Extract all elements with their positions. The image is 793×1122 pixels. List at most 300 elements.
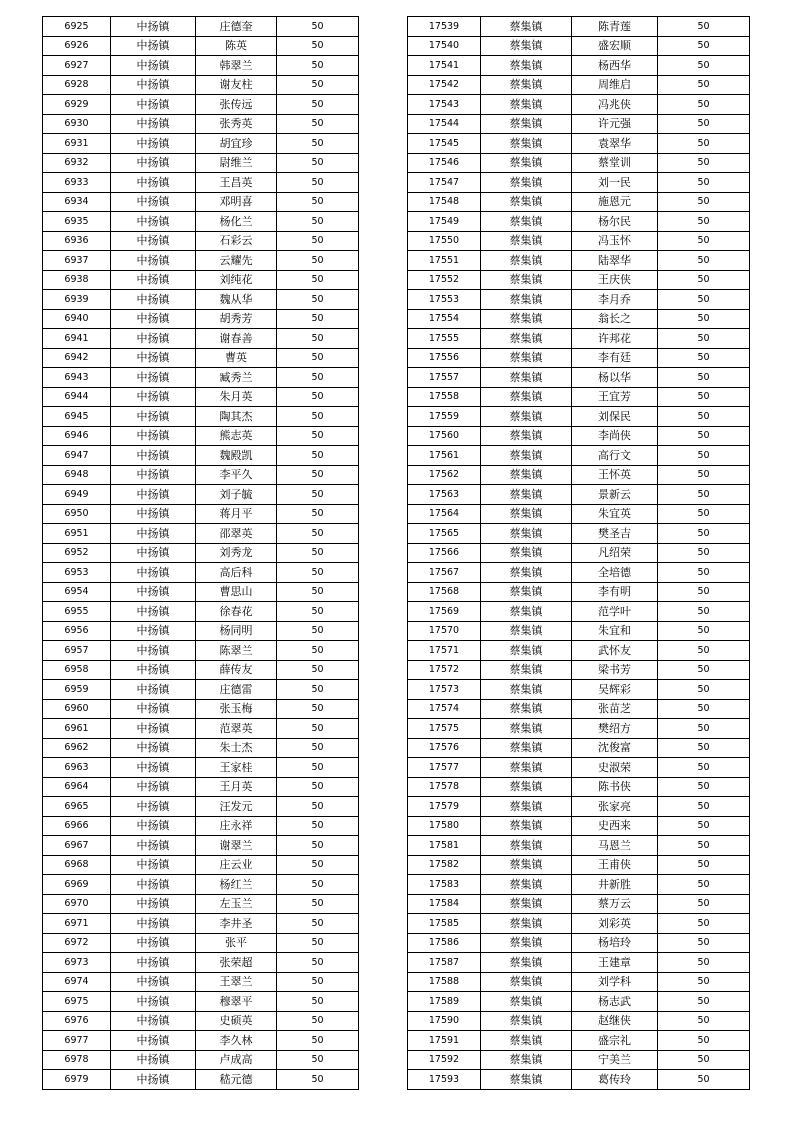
name-cell: 翁长之: [572, 309, 658, 329]
table-row: [43, 660, 359, 680]
name-cell: 李有廷: [572, 348, 658, 368]
amount-cell: 50: [658, 738, 750, 758]
town-cell: 中扬镇: [111, 524, 196, 544]
right-table-body: [408, 17, 750, 1090]
town-cell: 中扬镇: [111, 699, 196, 719]
left-table: [42, 16, 359, 1090]
amount-cell: 50: [658, 972, 750, 992]
name-cell: 陈翠兰: [196, 641, 277, 661]
amount-cell: 50: [658, 1011, 750, 1031]
table-row: [43, 504, 359, 524]
town-cell: 蔡集镇: [481, 329, 572, 349]
amount-cell: 50: [277, 329, 359, 349]
row-number-cell: 6935: [43, 212, 111, 232]
town-cell: 中扬镇: [111, 836, 196, 856]
town-cell: 中扬镇: [111, 251, 196, 271]
town-cell: 中扬镇: [111, 582, 196, 602]
row-number-cell: 17567: [408, 563, 481, 583]
row-number-cell: 17551: [408, 251, 481, 271]
name-cell: 袁翠华: [572, 134, 658, 154]
table-row: [408, 95, 750, 115]
amount-cell: 50: [277, 758, 359, 778]
name-cell: 刘一民: [572, 173, 658, 193]
town-cell: 中扬镇: [111, 426, 196, 446]
amount-cell: 50: [277, 17, 359, 37]
name-cell: 陆翠华: [572, 251, 658, 271]
row-number-cell: 6929: [43, 95, 111, 115]
table-row: [43, 972, 359, 992]
name-cell: 薛传友: [196, 660, 277, 680]
town-cell: 中扬镇: [111, 95, 196, 115]
name-cell: 李平久: [196, 465, 277, 485]
name-cell: 宁美兰: [572, 1050, 658, 1070]
table-row: [43, 933, 359, 953]
table-row: [43, 348, 359, 368]
name-cell: 冯玉怀: [572, 231, 658, 251]
table-row: [43, 524, 359, 544]
name-cell: 周维启: [572, 75, 658, 95]
name-cell: 魏从华: [196, 290, 277, 310]
amount-cell: 50: [277, 485, 359, 505]
town-cell: 中扬镇: [111, 407, 196, 427]
town-cell: 蔡集镇: [481, 387, 572, 407]
row-number-cell: 6962: [43, 738, 111, 758]
name-cell: 杨培玲: [572, 933, 658, 953]
town-cell: 蔡集镇: [481, 17, 572, 37]
table-row: [43, 290, 359, 310]
amount-cell: 50: [277, 465, 359, 485]
row-number-cell: 17571: [408, 641, 481, 661]
amount-cell: 50: [277, 270, 359, 290]
amount-cell: 50: [658, 212, 750, 232]
amount-cell: 50: [277, 387, 359, 407]
amount-cell: 50: [277, 953, 359, 973]
town-cell: 蔡集镇: [481, 212, 572, 232]
table-row: [43, 855, 359, 875]
amount-cell: 50: [658, 17, 750, 37]
amount-cell: 50: [658, 524, 750, 544]
row-number-cell: 6957: [43, 641, 111, 661]
amount-cell: 50: [277, 836, 359, 856]
table-row: [408, 933, 750, 953]
row-number-cell: 17584: [408, 894, 481, 914]
town-cell: 蔡集镇: [481, 836, 572, 856]
table-row: [43, 485, 359, 505]
amount-cell: 50: [658, 660, 750, 680]
table-row: [408, 894, 750, 914]
town-cell: 中扬镇: [111, 1031, 196, 1051]
amount-cell: 50: [658, 582, 750, 602]
table-row: [43, 465, 359, 485]
row-number-cell: 6932: [43, 153, 111, 173]
town-cell: 中扬镇: [111, 972, 196, 992]
name-cell: 汪发元: [196, 797, 277, 817]
row-number-cell: 17561: [408, 446, 481, 466]
amount-cell: 50: [658, 680, 750, 700]
town-cell: 中扬镇: [111, 816, 196, 836]
town-cell: 蔡集镇: [481, 582, 572, 602]
table-row: [43, 309, 359, 329]
name-cell: 高行文: [572, 446, 658, 466]
amount-cell: 50: [658, 251, 750, 271]
table-row: [408, 777, 750, 797]
amount-cell: 50: [658, 36, 750, 56]
table-row: [408, 602, 750, 622]
table-row: [43, 797, 359, 817]
town-cell: 蔡集镇: [481, 192, 572, 212]
row-number-cell: 17562: [408, 465, 481, 485]
amount-cell: 50: [658, 56, 750, 76]
name-cell: 刘保民: [572, 407, 658, 427]
row-number-cell: 6933: [43, 173, 111, 193]
name-cell: 刘子毓: [196, 485, 277, 505]
name-cell: 胡宜珍: [196, 134, 277, 154]
amount-cell: 50: [277, 212, 359, 232]
table-row: [408, 387, 750, 407]
row-number-cell: 17563: [408, 485, 481, 505]
name-cell: 史淑荣: [572, 758, 658, 778]
amount-cell: 50: [658, 875, 750, 895]
name-cell: 葛传玲: [572, 1070, 658, 1090]
row-number-cell: 17555: [408, 329, 481, 349]
amount-cell: 50: [658, 309, 750, 329]
amount-cell: 50: [277, 309, 359, 329]
amount-cell: 50: [277, 543, 359, 563]
amount-cell: 50: [658, 797, 750, 817]
town-cell: 蔡集镇: [481, 855, 572, 875]
table-row: [408, 972, 750, 992]
row-number-cell: 17546: [408, 153, 481, 173]
amount-cell: 50: [658, 758, 750, 778]
town-cell: 中扬镇: [111, 114, 196, 134]
name-cell: 左玉兰: [196, 894, 277, 914]
name-cell: 魏殿凯: [196, 446, 277, 466]
name-cell: 陈青莲: [572, 17, 658, 37]
row-number-cell: 6946: [43, 426, 111, 446]
row-number-cell: 6950: [43, 504, 111, 524]
town-cell: 蔡集镇: [481, 173, 572, 193]
name-cell: 石彩云: [196, 231, 277, 251]
name-cell: 景新云: [572, 485, 658, 505]
table-row: [408, 953, 750, 973]
row-number-cell: 17550: [408, 231, 481, 251]
town-cell: 蔡集镇: [481, 816, 572, 836]
town-cell: 蔡集镇: [481, 348, 572, 368]
town-cell: 蔡集镇: [481, 621, 572, 641]
town-cell: 中扬镇: [111, 153, 196, 173]
town-cell: 蔡集镇: [481, 914, 572, 934]
table-row: [43, 680, 359, 700]
table-row: [43, 914, 359, 934]
amount-cell: 50: [277, 56, 359, 76]
row-number-cell: 6979: [43, 1070, 111, 1090]
table-row: [43, 816, 359, 836]
amount-cell: 50: [658, 504, 750, 524]
row-number-cell: 17583: [408, 875, 481, 895]
table-row: [43, 602, 359, 622]
amount-cell: 50: [277, 933, 359, 953]
row-number-cell: 17565: [408, 524, 481, 544]
town-cell: 蔡集镇: [481, 641, 572, 661]
row-number-cell: 6936: [43, 231, 111, 251]
table-row: [43, 426, 359, 446]
row-number-cell: 17542: [408, 75, 481, 95]
town-cell: 蔡集镇: [481, 602, 572, 622]
town-cell: 蔡集镇: [481, 485, 572, 505]
name-cell: 王庆侠: [572, 270, 658, 290]
amount-cell: 50: [658, 777, 750, 797]
town-cell: 中扬镇: [111, 485, 196, 505]
amount-cell: 50: [277, 36, 359, 56]
table-row: [408, 621, 750, 641]
row-number-cell: 6956: [43, 621, 111, 641]
amount-cell: 50: [277, 738, 359, 758]
row-number-cell: 17566: [408, 543, 481, 563]
table-row: [43, 192, 359, 212]
row-number-cell: 17591: [408, 1031, 481, 1051]
amount-cell: 50: [277, 660, 359, 680]
row-number-cell: 17590: [408, 1011, 481, 1031]
town-cell: 中扬镇: [111, 465, 196, 485]
row-number-cell: 6953: [43, 563, 111, 583]
table-row: [43, 875, 359, 895]
town-cell: 中扬镇: [111, 855, 196, 875]
table-row: [408, 446, 750, 466]
town-cell: 中扬镇: [111, 270, 196, 290]
table-row: [43, 212, 359, 232]
row-number-cell: 6945: [43, 407, 111, 427]
name-cell: 陈书侠: [572, 777, 658, 797]
amount-cell: 50: [277, 134, 359, 154]
amount-cell: 50: [277, 641, 359, 661]
row-number-cell: 17557: [408, 368, 481, 388]
name-cell: 庄云业: [196, 855, 277, 875]
town-cell: 蔡集镇: [481, 524, 572, 544]
amount-cell: 50: [658, 348, 750, 368]
name-cell: 史硕英: [196, 1011, 277, 1031]
amount-cell: 50: [277, 797, 359, 817]
town-cell: 中扬镇: [111, 992, 196, 1012]
row-number-cell: 6941: [43, 329, 111, 349]
row-number-cell: 17541: [408, 56, 481, 76]
town-cell: 中扬镇: [111, 933, 196, 953]
table-row: [408, 641, 750, 661]
table-row: [43, 563, 359, 583]
row-number-cell: 17554: [408, 309, 481, 329]
name-cell: 李月乔: [572, 290, 658, 310]
town-cell: 蔡集镇: [481, 699, 572, 719]
name-cell: 穆翠平: [196, 992, 277, 1012]
table-row: [408, 719, 750, 739]
table-row: [408, 270, 750, 290]
row-number-cell: 6955: [43, 602, 111, 622]
table-row: [408, 797, 750, 817]
row-number-cell: 17587: [408, 953, 481, 973]
town-cell: 蔡集镇: [481, 1070, 572, 1090]
amount-cell: 50: [277, 368, 359, 388]
amount-cell: 50: [658, 1031, 750, 1051]
name-cell: 卢成高: [196, 1050, 277, 1070]
row-number-cell: 17588: [408, 972, 481, 992]
row-number-cell: 17593: [408, 1070, 481, 1090]
amount-cell: 50: [277, 231, 359, 251]
row-number-cell: 17556: [408, 348, 481, 368]
amount-cell: 50: [658, 836, 750, 856]
name-cell: 王昌英: [196, 173, 277, 193]
table-row: [43, 758, 359, 778]
amount-cell: 50: [277, 972, 359, 992]
name-cell: 杨红兰: [196, 875, 277, 895]
town-cell: 蔡集镇: [481, 1050, 572, 1070]
town-cell: 蔡集镇: [481, 680, 572, 700]
row-number-cell: 17553: [408, 290, 481, 310]
name-cell: 许元强: [572, 114, 658, 134]
town-cell: 蔡集镇: [481, 231, 572, 251]
name-cell: 李久林: [196, 1031, 277, 1051]
table-row: [43, 446, 359, 466]
table-row: [408, 738, 750, 758]
row-number-cell: 6948: [43, 465, 111, 485]
row-number-cell: 17585: [408, 914, 481, 934]
amount-cell: 50: [658, 914, 750, 934]
name-cell: 刘彩英: [572, 914, 658, 934]
row-number-cell: 17589: [408, 992, 481, 1012]
name-cell: 梁书芳: [572, 660, 658, 680]
row-number-cell: 6965: [43, 797, 111, 817]
town-cell: 蔡集镇: [481, 875, 572, 895]
table-row: [408, 348, 750, 368]
name-cell: 蒋月平: [196, 504, 277, 524]
town-cell: 蔡集镇: [481, 563, 572, 583]
row-number-cell: 6943: [43, 368, 111, 388]
amount-cell: 50: [277, 114, 359, 134]
row-number-cell: 17560: [408, 426, 481, 446]
amount-cell: 50: [277, 563, 359, 583]
row-number-cell: 6938: [43, 270, 111, 290]
amount-cell: 50: [658, 1050, 750, 1070]
amount-cell: 50: [277, 816, 359, 836]
amount-cell: 50: [658, 446, 750, 466]
town-cell: 中扬镇: [111, 1050, 196, 1070]
amount-cell: 50: [277, 251, 359, 271]
town-cell: 蔡集镇: [481, 368, 572, 388]
name-cell: 尉维兰: [196, 153, 277, 173]
town-cell: 中扬镇: [111, 777, 196, 797]
town-cell: 蔡集镇: [481, 426, 572, 446]
town-cell: 蔡集镇: [481, 894, 572, 914]
table-row: [408, 309, 750, 329]
town-cell: 中扬镇: [111, 1011, 196, 1031]
amount-cell: 50: [277, 192, 359, 212]
row-number-cell: 6970: [43, 894, 111, 914]
amount-cell: 50: [658, 563, 750, 583]
name-cell: 范学叶: [572, 602, 658, 622]
name-cell: 刘秀龙: [196, 543, 277, 563]
amount-cell: 50: [277, 426, 359, 446]
town-cell: 蔡集镇: [481, 1011, 572, 1031]
town-cell: 中扬镇: [111, 446, 196, 466]
town-cell: 中扬镇: [111, 329, 196, 349]
amount-cell: 50: [658, 134, 750, 154]
table-row: [43, 251, 359, 271]
table-row: [408, 75, 750, 95]
name-cell: 王月英: [196, 777, 277, 797]
amount-cell: 50: [277, 1050, 359, 1070]
town-cell: 中扬镇: [111, 758, 196, 778]
amount-cell: 50: [277, 1011, 359, 1031]
table-row: [408, 816, 750, 836]
name-cell: 张平: [196, 933, 277, 953]
table-row: [43, 95, 359, 115]
table-row: [408, 368, 750, 388]
town-cell: 中扬镇: [111, 602, 196, 622]
row-number-cell: 17543: [408, 95, 481, 115]
name-cell: 李尚侠: [572, 426, 658, 446]
name-cell: 井新胜: [572, 875, 658, 895]
amount-cell: 50: [658, 485, 750, 505]
town-cell: 中扬镇: [111, 563, 196, 583]
row-number-cell: 17548: [408, 192, 481, 212]
amount-cell: 50: [277, 719, 359, 739]
row-number-cell: 17582: [408, 855, 481, 875]
amount-cell: 50: [277, 582, 359, 602]
name-cell: 王建章: [572, 953, 658, 973]
name-cell: 张秀英: [196, 114, 277, 134]
table-row: [43, 836, 359, 856]
town-cell: 中扬镇: [111, 894, 196, 914]
table-row: [43, 543, 359, 563]
amount-cell: 50: [658, 465, 750, 485]
table-row: [43, 329, 359, 349]
name-cell: 朱月英: [196, 387, 277, 407]
table-row: [43, 368, 359, 388]
row-number-cell: 6930: [43, 114, 111, 134]
left-table-body: [43, 17, 359, 1090]
town-cell: 中扬镇: [111, 875, 196, 895]
amount-cell: 50: [658, 621, 750, 641]
row-number-cell: 17544: [408, 114, 481, 134]
name-cell: 庄德雷: [196, 680, 277, 700]
name-cell: 凡绍荣: [572, 543, 658, 563]
row-number-cell: 6966: [43, 816, 111, 836]
town-cell: 蔡集镇: [481, 290, 572, 310]
name-cell: 杨西华: [572, 56, 658, 76]
name-cell: 杨志武: [572, 992, 658, 1012]
amount-cell: 50: [277, 855, 359, 875]
town-cell: 蔡集镇: [481, 933, 572, 953]
amount-cell: 50: [658, 290, 750, 310]
amount-cell: 50: [658, 699, 750, 719]
row-number-cell: 6947: [43, 446, 111, 466]
table-row: [43, 1031, 359, 1051]
row-number-cell: 6928: [43, 75, 111, 95]
amount-cell: 50: [277, 1070, 359, 1090]
name-cell: 张传远: [196, 95, 277, 115]
name-cell: 全培德: [572, 563, 658, 583]
amount-cell: 50: [658, 231, 750, 251]
name-cell: 杨化兰: [196, 212, 277, 232]
table-row: [408, 504, 750, 524]
row-number-cell: 6976: [43, 1011, 111, 1031]
name-cell: 樊绍方: [572, 719, 658, 739]
row-number-cell: 6954: [43, 582, 111, 602]
name-cell: 庄永祥: [196, 816, 277, 836]
row-number-cell: 17547: [408, 173, 481, 193]
table-row: [43, 894, 359, 914]
table-row: [408, 212, 750, 232]
table-row: [408, 1011, 750, 1031]
table-row: [43, 114, 359, 134]
